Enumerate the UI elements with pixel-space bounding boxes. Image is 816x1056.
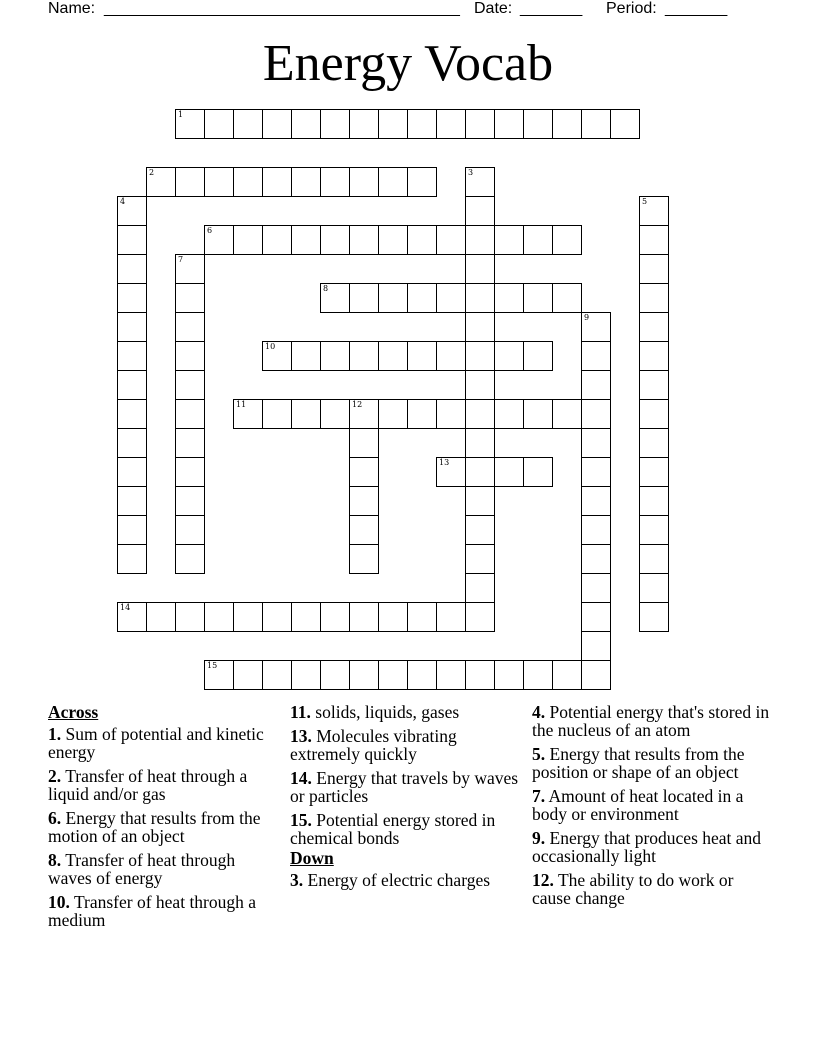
crossword-cell[interactable] bbox=[320, 109, 350, 139]
clues-column-2 bbox=[290, 703, 525, 895]
clue-number: 7 bbox=[178, 255, 184, 264]
crossword-cell[interactable] bbox=[639, 225, 669, 255]
crossword-cell[interactable] bbox=[262, 602, 292, 632]
crossword-cell[interactable] bbox=[117, 544, 147, 574]
clue-number: 2 bbox=[149, 168, 155, 177]
crossword-cell[interactable] bbox=[436, 602, 466, 632]
crossword-cell[interactable] bbox=[494, 457, 524, 487]
crossword-cell[interactable] bbox=[320, 167, 350, 197]
crossword-cell[interactable] bbox=[378, 602, 408, 632]
crossword-cell[interactable] bbox=[204, 660, 234, 690]
crossword-cell[interactable] bbox=[581, 515, 611, 545]
crossword-cell[interactable] bbox=[465, 370, 495, 400]
crossword-cell[interactable] bbox=[291, 109, 321, 139]
crossword-cell[interactable] bbox=[523, 341, 553, 371]
crossword-cell[interactable] bbox=[175, 399, 205, 429]
clue-across-14: 14. Energy that travels by waves or particles bbox=[290, 768, 519, 806]
crossword-cell[interactable] bbox=[494, 225, 524, 255]
clue-number: 15 bbox=[207, 661, 218, 670]
crossword-cell[interactable] bbox=[494, 109, 524, 139]
crossword-cell[interactable] bbox=[117, 428, 147, 458]
crossword-cell[interactable] bbox=[639, 283, 669, 313]
clue-number: 3 bbox=[468, 168, 474, 177]
crossword-cell[interactable] bbox=[581, 341, 611, 371]
crossword-cell[interactable] bbox=[436, 225, 466, 255]
crossword-cell[interactable] bbox=[175, 544, 205, 574]
clue-number: 8 bbox=[323, 284, 329, 293]
crossword-cell[interactable] bbox=[494, 341, 524, 371]
crossword-cell[interactable] bbox=[175, 341, 205, 371]
crossword-cell[interactable] bbox=[175, 312, 205, 342]
crossword-cell[interactable] bbox=[465, 457, 495, 487]
crossword-cell[interactable] bbox=[407, 167, 437, 197]
crossword-cell[interactable] bbox=[117, 312, 147, 342]
crossword-cell[interactable] bbox=[262, 399, 292, 429]
crossword-cell[interactable] bbox=[407, 109, 437, 139]
crossword-cell[interactable] bbox=[175, 370, 205, 400]
crossword-cell[interactable] bbox=[146, 167, 176, 197]
clue-down-3: 3. Energy of electric charges bbox=[290, 870, 491, 890]
crossword-cell[interactable] bbox=[639, 370, 669, 400]
crossword-cell[interactable] bbox=[378, 283, 408, 313]
crossword-cell[interactable] bbox=[378, 660, 408, 690]
crossword-cell[interactable] bbox=[581, 399, 611, 429]
crossword-cell[interactable] bbox=[581, 486, 611, 516]
crossword-cell[interactable] bbox=[465, 341, 495, 371]
clue-number: 5 bbox=[642, 197, 648, 206]
crossword-cell[interactable] bbox=[465, 573, 495, 603]
crossword-cell[interactable] bbox=[117, 196, 147, 226]
crossword-cell[interactable] bbox=[552, 225, 582, 255]
crossword-cell[interactable] bbox=[639, 312, 669, 342]
crossword-cell[interactable] bbox=[233, 109, 263, 139]
crossword-cell[interactable] bbox=[233, 225, 263, 255]
crossword-cell[interactable] bbox=[349, 544, 379, 574]
across-heading: Across bbox=[48, 702, 99, 722]
crossword-cell[interactable] bbox=[378, 109, 408, 139]
crossword-cell[interactable] bbox=[291, 167, 321, 197]
crossword-cell[interactable] bbox=[552, 399, 582, 429]
crossword-cell[interactable] bbox=[204, 167, 234, 197]
date-label: Date: bbox=[474, 0, 513, 17]
crossword-cell[interactable] bbox=[494, 660, 524, 690]
period-blank[interactable]: _______ bbox=[665, 0, 728, 17]
crossword-cell[interactable] bbox=[291, 399, 321, 429]
crossword-cell[interactable] bbox=[175, 515, 205, 545]
crossword-cell[interactable] bbox=[349, 167, 379, 197]
crossword-cell[interactable] bbox=[349, 341, 379, 371]
crossword-cell[interactable] bbox=[262, 341, 292, 371]
crossword-cell[interactable] bbox=[378, 225, 408, 255]
crossword-cell[interactable] bbox=[581, 660, 611, 690]
crossword-cell[interactable] bbox=[436, 341, 466, 371]
crossword-cell[interactable] bbox=[291, 225, 321, 255]
crossword-cell[interactable] bbox=[175, 254, 205, 284]
period-label: Period: bbox=[606, 0, 657, 17]
crossword-cell[interactable] bbox=[291, 660, 321, 690]
crossword-cell[interactable] bbox=[465, 602, 495, 632]
crossword-cell[interactable] bbox=[465, 312, 495, 342]
crossword-cell[interactable] bbox=[407, 602, 437, 632]
crossword-cell[interactable] bbox=[378, 167, 408, 197]
clue-number: 6 bbox=[207, 226, 213, 235]
crossword-cell[interactable] bbox=[639, 486, 669, 516]
crossword-cell[interactable] bbox=[639, 254, 669, 284]
crossword-cell[interactable] bbox=[523, 283, 553, 313]
crossword-cell[interactable] bbox=[349, 225, 379, 255]
crossword-cell[interactable] bbox=[465, 225, 495, 255]
crossword-cell[interactable] bbox=[465, 428, 495, 458]
crossword-cell[interactable] bbox=[523, 109, 553, 139]
crossword-cell[interactable] bbox=[262, 225, 292, 255]
crossword-cell[interactable] bbox=[436, 457, 466, 487]
crossword-cell[interactable] bbox=[465, 660, 495, 690]
name-label: Name: bbox=[48, 0, 96, 17]
crossword-cell[interactable] bbox=[639, 515, 669, 545]
crossword-cell[interactable] bbox=[175, 167, 205, 197]
clue-number: 12 bbox=[352, 400, 363, 409]
clue-number: 10 bbox=[265, 342, 276, 351]
crossword-cell[interactable] bbox=[407, 225, 437, 255]
crossword-cell[interactable] bbox=[320, 283, 350, 313]
crossword-cell[interactable] bbox=[117, 225, 147, 255]
crossword-cell[interactable] bbox=[581, 428, 611, 458]
clue-across-1: 1. Sum of potential and kinetic energy bbox=[48, 724, 264, 762]
crossword-cell[interactable] bbox=[523, 457, 553, 487]
crossword-cell[interactable] bbox=[320, 602, 350, 632]
crossword-cell[interactable] bbox=[581, 109, 611, 139]
crossword-cell[interactable] bbox=[465, 399, 495, 429]
clue-number: 9 bbox=[584, 313, 590, 322]
crossword-cell[interactable] bbox=[349, 660, 379, 690]
crossword-cell[interactable] bbox=[465, 254, 495, 284]
crossword-cell[interactable] bbox=[291, 341, 321, 371]
crossword-cell[interactable] bbox=[349, 283, 379, 313]
crossword-cell[interactable] bbox=[378, 399, 408, 429]
crossword-cell[interactable] bbox=[233, 660, 263, 690]
crossword-cell[interactable] bbox=[465, 167, 495, 197]
crossword-cell[interactable] bbox=[117, 399, 147, 429]
crossword-cell[interactable] bbox=[233, 602, 263, 632]
crossword-cell[interactable] bbox=[175, 486, 205, 516]
crossword-cell[interactable] bbox=[204, 225, 234, 255]
crossword-cell[interactable] bbox=[407, 283, 437, 313]
crossword-cell[interactable] bbox=[349, 486, 379, 516]
crossword-cell[interactable] bbox=[349, 515, 379, 545]
crossword-cell[interactable] bbox=[639, 457, 669, 487]
crossword-cell[interactable] bbox=[436, 660, 466, 690]
clue-number: 1 bbox=[178, 110, 184, 119]
crossword-cell[interactable] bbox=[117, 370, 147, 400]
crossword-cell[interactable] bbox=[117, 602, 147, 632]
crossword-cell[interactable] bbox=[581, 370, 611, 400]
crossword-cell[interactable] bbox=[117, 486, 147, 516]
clue-across-15: 15. Potential energy stored in chemical bonds bbox=[290, 810, 496, 848]
down-heading: Down bbox=[290, 848, 334, 868]
crossword-cell[interactable] bbox=[581, 631, 611, 661]
crossword-cell[interactable] bbox=[117, 254, 147, 284]
crossword-cell[interactable] bbox=[465, 544, 495, 574]
crossword-cell[interactable] bbox=[117, 341, 147, 371]
crossword-cell[interactable] bbox=[204, 602, 234, 632]
crossword-cell[interactable] bbox=[639, 399, 669, 429]
crossword-cell[interactable] bbox=[349, 602, 379, 632]
clue-down-7: 7. Amount of heat located in a body or environment bbox=[532, 786, 744, 824]
crossword-cell[interactable] bbox=[639, 573, 669, 603]
crossword-cell[interactable] bbox=[320, 341, 350, 371]
crossword-cell[interactable] bbox=[204, 109, 234, 139]
crossword-cell[interactable] bbox=[320, 660, 350, 690]
crossword-cell[interactable] bbox=[291, 602, 321, 632]
crossword-cell[interactable] bbox=[175, 428, 205, 458]
crossword-cell[interactable] bbox=[175, 109, 205, 139]
clue-across-2: 2. Transfer of heat through a liquid and/or gas bbox=[48, 766, 248, 804]
page-title: Energy Vocab bbox=[262, 35, 554, 92]
crossword-cell[interactable] bbox=[581, 312, 611, 342]
clues-column-3 bbox=[532, 703, 772, 913]
crossword-cell[interactable] bbox=[581, 544, 611, 574]
crossword-cell[interactable] bbox=[349, 457, 379, 487]
crossword-cell[interactable] bbox=[639, 544, 669, 574]
crossword-cell[interactable] bbox=[378, 341, 408, 371]
crossword-cell[interactable] bbox=[552, 660, 582, 690]
crossword-cell[interactable] bbox=[146, 602, 176, 632]
crossword-cell[interactable] bbox=[407, 341, 437, 371]
crossword-cell[interactable] bbox=[117, 457, 147, 487]
crossword-cell[interactable] bbox=[320, 225, 350, 255]
clue-down-9: 9. Energy that produces heat and occasionally light bbox=[532, 828, 762, 866]
crossword-cell[interactable] bbox=[523, 399, 553, 429]
crossword-cell[interactable] bbox=[494, 283, 524, 313]
crossword-cell[interactable] bbox=[523, 660, 553, 690]
clue-across-6: 6. Energy that results from the motion of an object bbox=[48, 808, 261, 846]
crossword-cell[interactable] bbox=[233, 167, 263, 197]
crossword-cell[interactable] bbox=[436, 283, 466, 313]
crossword-cell[interactable] bbox=[233, 399, 263, 429]
crossword-cell[interactable] bbox=[175, 457, 205, 487]
crossword-cell[interactable] bbox=[552, 109, 582, 139]
clue-number: 11 bbox=[236, 400, 247, 409]
clue-down-4: 4. Potential energy that's stored in the nucleus of an atom bbox=[532, 702, 770, 740]
clue-number: 13 bbox=[439, 458, 450, 467]
date-blank[interactable]: _______ bbox=[520, 0, 583, 17]
crossword-cell[interactable] bbox=[320, 399, 350, 429]
crossword-cell[interactable] bbox=[610, 109, 640, 139]
crossword-cell[interactable] bbox=[465, 515, 495, 545]
crossword-cell[interactable] bbox=[523, 225, 553, 255]
crossword-cell[interactable] bbox=[262, 660, 292, 690]
clue-across-10: 10. Transfer of heat through a medium bbox=[48, 892, 257, 930]
clue-down-12: 12. The ability to do work or cause change bbox=[532, 870, 734, 908]
crossword-cell[interactable] bbox=[436, 399, 466, 429]
crossword-cell[interactable] bbox=[407, 399, 437, 429]
clue-across-11: 11. solids, liquids, gases bbox=[290, 702, 460, 722]
crossword-cell[interactable] bbox=[465, 486, 495, 516]
crossword-cell[interactable] bbox=[465, 196, 495, 226]
crossword-cell[interactable] bbox=[349, 399, 379, 429]
crossword-cell[interactable] bbox=[465, 109, 495, 139]
crossword-cell[interactable] bbox=[262, 167, 292, 197]
clue-across-8: 8. Transfer of heat through waves of energy bbox=[48, 850, 236, 888]
crossword-cell[interactable] bbox=[581, 602, 611, 632]
crossword-cell[interactable] bbox=[581, 457, 611, 487]
name-blank[interactable]: ________________________________________ bbox=[104, 0, 460, 17]
crossword-cell[interactable] bbox=[407, 660, 437, 690]
crossword-cell[interactable] bbox=[639, 341, 669, 371]
crossword-cell[interactable] bbox=[465, 283, 495, 313]
crossword-cell[interactable] bbox=[639, 602, 669, 632]
clue-number: 14 bbox=[120, 603, 131, 612]
crossword-cell[interactable] bbox=[639, 428, 669, 458]
clue-number: 4 bbox=[120, 197, 126, 206]
crossword-cell[interactable] bbox=[552, 283, 582, 313]
crossword-cell[interactable] bbox=[175, 602, 205, 632]
crossword-cell[interactable] bbox=[581, 573, 611, 603]
crossword-cell[interactable] bbox=[175, 283, 205, 313]
crossword-cell[interactable] bbox=[117, 515, 147, 545]
crossword-cell[interactable] bbox=[262, 109, 292, 139]
crossword-cell[interactable] bbox=[349, 109, 379, 139]
crossword-cell[interactable] bbox=[639, 196, 669, 226]
clue-across-13: 13. Molecules vibrating extremely quickly bbox=[290, 726, 457, 764]
clues-column-1 bbox=[48, 703, 283, 935]
crossword-cell[interactable] bbox=[349, 428, 379, 458]
clue-down-5: 5. Energy that results from the position or shape of an object bbox=[532, 744, 745, 782]
crossword-cell[interactable] bbox=[117, 283, 147, 313]
crossword-cell[interactable] bbox=[494, 399, 524, 429]
crossword-cell[interactable] bbox=[436, 109, 466, 139]
